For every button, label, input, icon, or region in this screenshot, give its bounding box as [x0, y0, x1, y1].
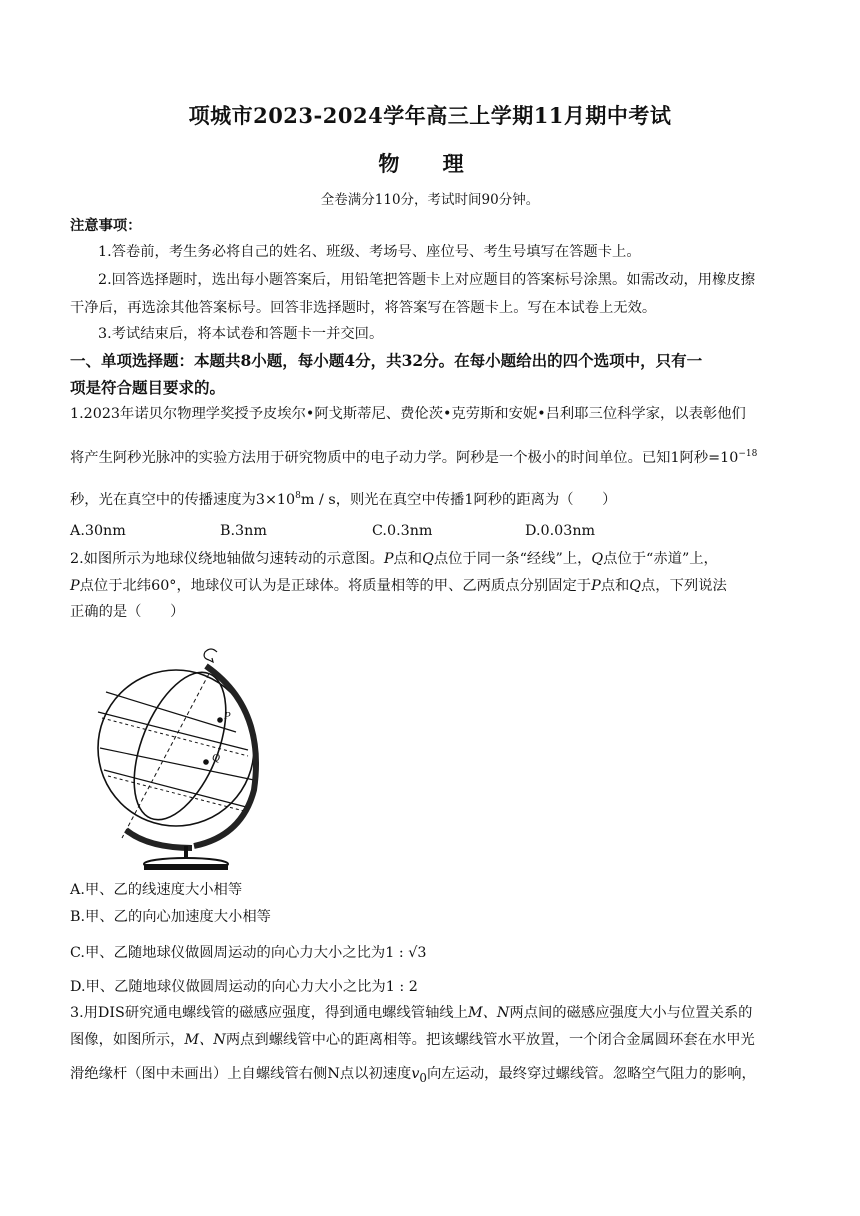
q2-var-q-3: Q [629, 578, 642, 594]
q2-var-p-2: P [70, 578, 80, 594]
q3-line1-part-b: 两点间的磁感应强度大小与位置关系的 [509, 1005, 753, 1021]
q3-var-v-sub: 0 [419, 1070, 427, 1085]
q2-line2-part-b: 点和 [600, 578, 630, 594]
q1-line1: 1.2023年诺贝尔物理学奖授予皮埃尔•阿戈斯蒂尼、费伦茨•克劳斯和安妮•吕利耶三位科学家，以表彰他们 [70, 406, 746, 422]
globe-point-q [203, 759, 209, 765]
q1-line3-tail: ，则光在真空中传播1阿秒的距离为（ ） [335, 491, 617, 508]
q2-line2 [70, 576, 727, 596]
globe-point-p [217, 717, 223, 723]
q2-option-d-ratio: 1 : 2 [385, 979, 418, 995]
q2-line2-part-a: 点位于北纬60°，地球仪可认为是正球体。将质量相等的甲、乙两质点分别固定于 [79, 578, 592, 594]
section1-heading-line1: 一、单项选择题：本题共8小题，每小题4分，共32分。在每小题给出的四个选项中，只有一 [70, 351, 703, 370]
notice-item-2: 2.回答选择题时，选出每小题答案后，用铅笔把答题卡上对应题目的答案标号涂黑。如需改动，用橡皮擦 [98, 272, 755, 288]
q1-exponent: −18 [738, 449, 758, 459]
q2-option-b: B.甲、乙的向心加速度大小相等 [70, 909, 271, 925]
q1-line2-text: 将产生阿秒光脉冲的实验方法用于研究物质中的电子动力学。阿秒是一个极小的时间单位。已知1阿秒=10 [70, 449, 739, 466]
q3-line3-part-a: 滑绝缘杆（图中未画出）上自螺线管右侧N点以初速度 [70, 1066, 412, 1082]
q3-var-mn-2: M、N [184, 1032, 226, 1048]
q3-line2-part-a: 图像，如图所示， [70, 1032, 185, 1048]
q2-var-q: Q [422, 551, 434, 567]
q2-line2-part-c: 点，下列说法 [641, 578, 727, 594]
q1-option-c: C.0.3nm [372, 523, 433, 539]
exam-title: 项城市2023-2024学年高三上学期11月期中考试 [188, 103, 672, 128]
q2-line1 [70, 549, 718, 569]
q2-var-q-2: Q [591, 551, 604, 567]
globe-figure [88, 640, 268, 870]
q1-option-d: D.0.03nm [525, 523, 596, 539]
q1-speed-unit: m / s [300, 491, 336, 508]
q2-var-p: P [383, 551, 394, 567]
q2-option-d [70, 976, 418, 996]
q1-line3-text: 秒，光在真空中的传播速度为 [70, 491, 256, 508]
notice-item-2-cont: 干净后，再选涂其他答案标号。回答非选择题时，将答案写在答题卡上。写在本试卷上无效。 [70, 300, 657, 316]
q2-var-p-3: P [591, 578, 601, 594]
subject-title: 物 理 [378, 151, 482, 176]
q3-line2-part-b: 两点到螺线管中心的距离相等。把该螺线管水平放置，一个闭合金属圆环套在水甲光 [225, 1032, 755, 1048]
q1-line2 [70, 444, 757, 468]
notice-item-3: 3.考试结束后，将本试卷和答题卡一并交回。 [98, 326, 384, 342]
q2-option-c-text: C.甲、乙随地球仪做圆周运动的向心力大小之比为 [70, 945, 386, 961]
globe-label-q: Q [212, 752, 220, 764]
q2-line3: 正确的是（ ） [70, 604, 185, 620]
notice-heading: 注意事项： [70, 218, 142, 234]
q2-option-c [70, 942, 426, 962]
q2-line1-part-c: 点位于同一条“经线”上， [433, 551, 592, 567]
q1-option-b: B.3nm [220, 523, 267, 539]
q2-line1-part-d: 点位于“赤道”上， [603, 551, 718, 567]
q1-line3 [70, 486, 616, 510]
q1-speed-exponent: 8 [295, 491, 301, 501]
q2-line1-part-b: 点和 [393, 551, 423, 567]
q2-option-c-ratio: 1 : √3 [385, 945, 427, 961]
q3-line3-part-b: 向左运动，最终穿过螺线管。忽略空气阻力的影响， [427, 1066, 756, 1082]
q3-line1-part-a: 3.用DIS研究通电螺线管的磁感应强度，得到通电螺线管轴线上 [70, 1005, 468, 1021]
q3-line2 [70, 1030, 755, 1050]
q1-speed-value: 3×10 [255, 491, 296, 508]
q3-var-v: v [411, 1066, 420, 1082]
q3-line3 [70, 1064, 756, 1088]
q3-var-mn: M、N [467, 1005, 510, 1021]
exam-meta: 全卷满分110分，考试时间90分钟。 [320, 192, 540, 208]
section1-heading-line2: 项是符合题目要求的。 [70, 378, 226, 397]
notice-item-1: 1.答卷前，考生务必将自己的姓名、班级、考场号、座位号、考生号填写在答题卡上。 [98, 244, 641, 260]
q1-option-a: A.30nm [70, 523, 126, 539]
globe-label-p: P [224, 710, 231, 722]
q3-line1 [70, 1003, 752, 1023]
q2-line1-part-a: 2.如图所示为地球仪绕地轴做匀速转动的示意图。 [70, 551, 384, 567]
q2-option-a: A.甲、乙的线速度大小相等 [70, 882, 243, 898]
q2-option-d-text: D.甲、乙随地球仪做圆周运动的向心力大小之比为 [70, 979, 386, 995]
